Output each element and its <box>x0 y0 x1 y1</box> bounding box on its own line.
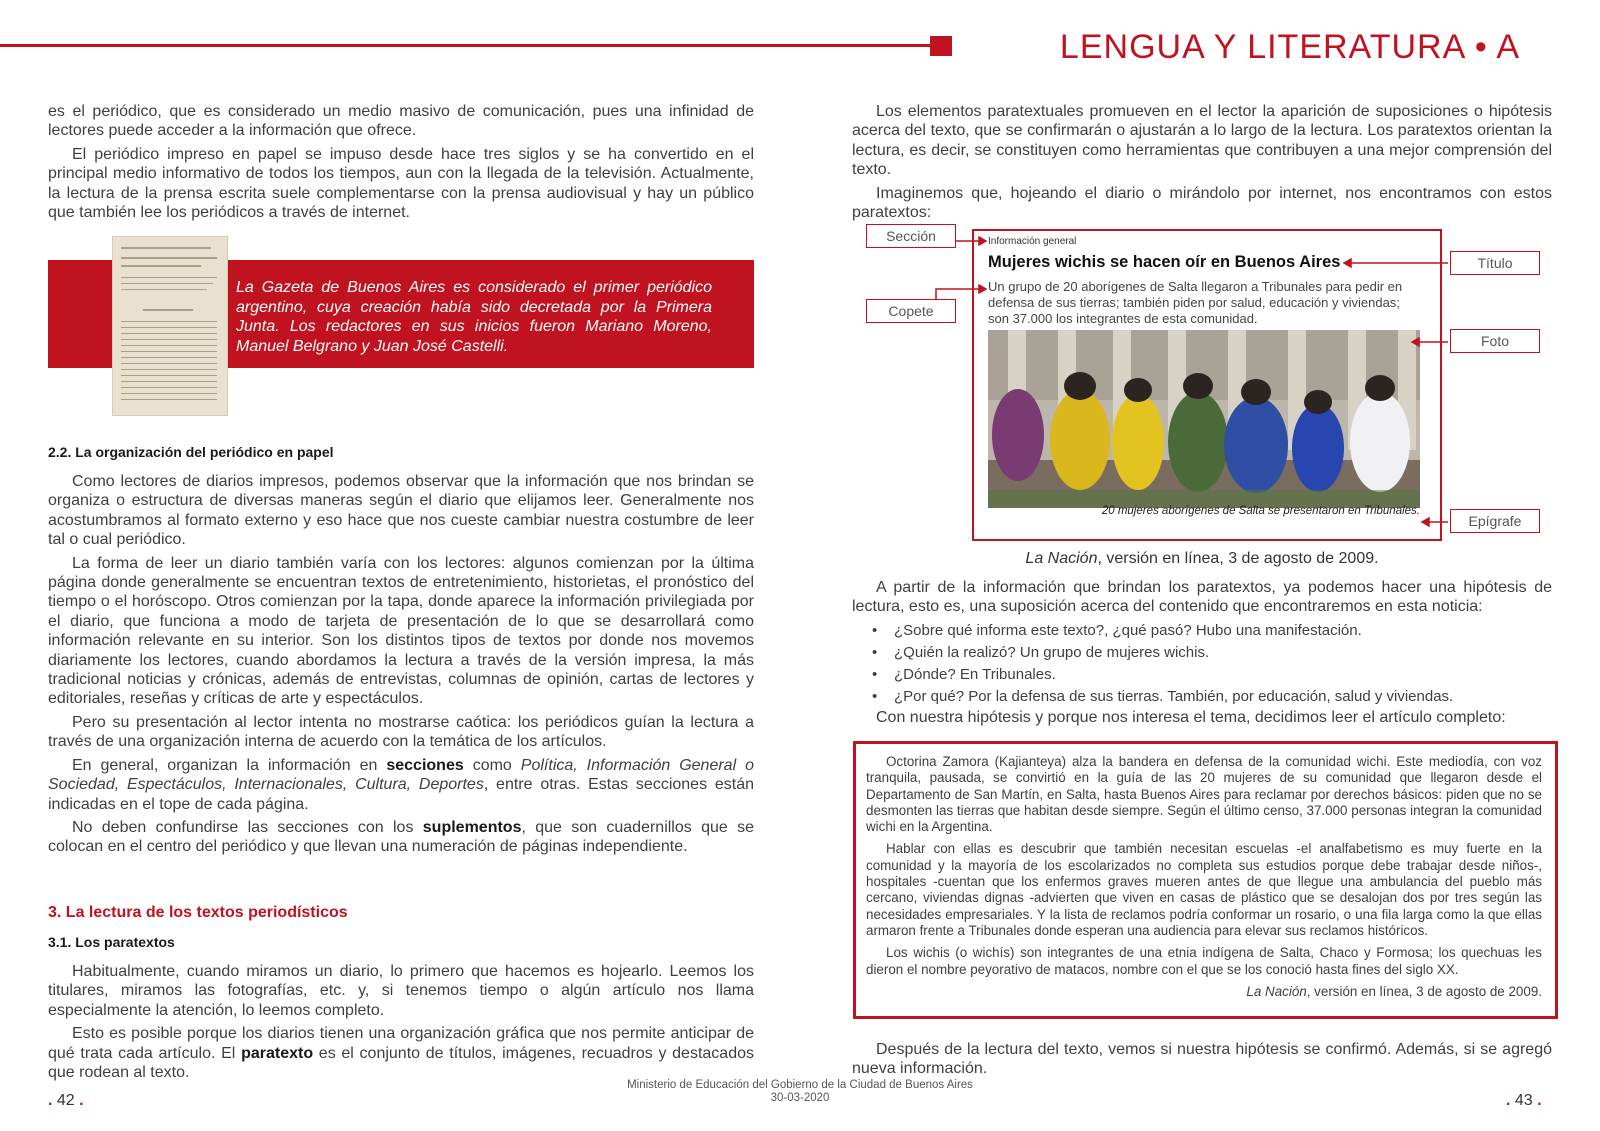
body-paragraph: Con nuestra hipótesis y porque nos interesa el tema, decidimos leer el artículo completo: <box>876 709 1506 726</box>
article-source: La Nación, versión en línea, 3 de agosto de 2009. <box>1246 983 1542 999</box>
gazeta-caption: La Gazeta de Buenos Aires es considerado el primer periódico argentino, cuya creación había sido decretada por la Primera Junta. Los redactores en sus inicios fueron Mariano Moreno, Manuel Belgrano y Juan José Castelli. <box>236 279 712 355</box>
term-paratexto: paratexto <box>241 1044 314 1062</box>
article-text <box>866 754 1542 1000</box>
page-title: LENGUA Y LITERATURA • A <box>1059 28 1520 66</box>
body-paragraph: Esto es posible porque los diarios tienen una organización gráfica que nos permite anticipar de qué trata cada artículo. El paratexto es el conjunto de títulos, imágenes, recuadros y destacados que rodean al texto. <box>48 1025 754 1082</box>
right-hypothesis <box>852 578 1552 621</box>
news-section-label: Información general <box>988 236 1077 247</box>
term-suplementos: suplementos <box>422 818 522 836</box>
intro-paragraph-2: El periódico impreso en papel se impuso desde hace tres siglos y se ha convertido en el principal medio informativo de todos los tiempos, aun con la llegada de la televisión. Actualmente, la lectura de la prensa escrita suele complementarse con la prensa audiovisual y hay un público que también lee los periódicos a través de internet. <box>48 145 754 222</box>
body-paragraph: Como lectores de diarios impresos, podemos observar que la información que nos brindan se organiza o estructura de diversas maneras según el diario que elijamos leer. Generalmente nos acostumbramos al formato externo y eso hace que nos cueste cambiar nuestra costumbre de leer tal o cual periódico. <box>48 473 754 549</box>
hypothesis-list <box>870 620 1530 708</box>
right-lead-in <box>852 708 1552 731</box>
body-paragraph: No deben confundirse las secciones con los suplementos, que son cuadernillos que se colocan en el centro del periódico y que llevan una numeración de páginas independiente. <box>48 818 754 856</box>
term-secciones: secciones <box>386 756 464 774</box>
list-item: • ¿Dónde? En Tribunales. <box>870 664 1530 686</box>
list-item: • ¿Quién la realizó? Un grupo de mujeres wichis. <box>870 642 1530 664</box>
page-number-left: . 42 . <box>48 1092 84 1109</box>
list-item: • ¿Sobre qué informa este texto?, ¿qué pasó? Hubo una manifestación. <box>870 620 1530 642</box>
list-item: • ¿Por qué? Por la defensa de sus tierras. También, por educación, salud y viviendas. <box>870 686 1530 708</box>
footer-ministry: Ministerio de Educación del Gobierno de la Ciudad de Buenos Aires <box>627 1079 973 1091</box>
body-paragraph: Imaginemos que, hojeando el diario o mirándolo por internet, nos encontramos con estos paratextos: <box>852 184 1552 222</box>
label-titulo: Título <box>1450 251 1540 275</box>
footer-date: 30-03-2020 <box>770 1092 830 1104</box>
right-closing <box>852 1040 1552 1083</box>
article-paragraph: Hablar con ellas es descubrir que también necesitan escuelas -el analfabetismo es muy fuerte en la comunidad y la mayoría de los escolarizados no completa sus estudios porque debe trabajar desde niños-, hospitales -cuentan que los enfermos graves mueren antes de que llegue una ambulancia del pueblo más cercano, viviendas dignas -advierten que viven en casas de plástico que se desalojan dos por tres según las necesidades empresariales. Y la lista de reclamos podría conformar un rosario, o una fila larga como la que ellas armaron frente a Tribunales donde esperan una audiencia para elevar sus reclamos históricos. <box>866 841 1542 938</box>
body-paragraph: Habitualmente, cuando miramos un diario, lo primero que hacemos es hojearlo. Leemos los titulares, miramos las fotografías, etc. y, si tenemos tiempo o algún artículo nos llama especialmente la atención, lo leemos completo. <box>48 963 754 1019</box>
news-lead: Un grupo de 20 aborígenes de Salta llegaron a Tribunales para pedir en defensa de sus tierras; también piden por salud, educación y viviendas; son 37.000 los integrantes de esta comunidad. <box>988 279 1403 326</box>
label-epigrafe: Epígrafe <box>1450 509 1540 533</box>
label-seccion: Sección <box>866 224 956 248</box>
body-paragraph: Pero su presentación al lector intenta no mostrarse caótica: los periódicos guían la lectura a través de una organización interna de acuerdo con la temática de los artículos. <box>48 713 754 751</box>
section-heading-3-1: 3.1. Los paratextos <box>48 934 175 950</box>
body-paragraph: En general, organizan la información en secciones como Política, Información General o Sociedad, Espectáculos, Internacionales, Cultura, Deportes, entre otras. Estas secciones están indicadas en el tope de cada página. <box>48 756 754 813</box>
news-source: La Nación, versión en línea, 3 de agosto de 2009. <box>1025 550 1379 567</box>
news-title: Mujeres wichis se hacen oír en Buenos Aires <box>988 253 1341 271</box>
section-heading-2-2: 2.2. La organización del periódico en papel <box>48 444 334 460</box>
article-paragraph: Los wichis (o wichís) son integrantes de una etnia indígena de Salta, Chaco y Formosa; los quechuas les dieron el nombre peyorativo de matacos, nombre con el que se los conoció hasta fines del siglo XX. <box>866 945 1542 977</box>
body-paragraph: A partir de la información que brindan los paratextos, ya podemos hacer una hipótesis de lectura, esto es, una suposición acerca del contenido que encontraremos en esta noticia: <box>852 579 1552 616</box>
section-heading-3: 3. La lectura de los textos periodísticos <box>48 904 348 921</box>
label-foto: Foto <box>1450 329 1540 353</box>
article-paragraph: Octorina Zamora (Kajianteya) alza la bandera en defensa de la comunidad wichi. Este mediodía, con voz tranquila, pausada, se convirtió en la guía de las 20 mujeres de su comunidad que llegaron desde el Departamento de San Martín, en Salta, hasta Buenos Aires para reclamar por derechos básicos: piden que no se desmonten las tierras que habitan desde siempre. Según el último censo, 37.000 personas integran la comunidad wichi en la Argentina. <box>866 754 1542 835</box>
body-paragraph: Los elementos paratextuales promueven en el lector la aparición de suposiciones o hipótesis acerca del texto, que se confirmarán o ajustarán a lo largo de la lectura. Los paratextos orientan la lectura, es decir, se constituyen como herramientas que contribuyen a una mejor comprensión del texto. <box>852 103 1552 179</box>
label-copete: Copete <box>866 299 956 323</box>
news-caption: 20 mujeres aborígenes de Salta se presentaron en Tribunales. <box>1101 505 1420 517</box>
page-number-right: . 43 . <box>1506 1092 1542 1109</box>
footer <box>540 1079 1060 1105</box>
body-paragraph: La forma de leer un diario también varía con los lectores: algunos comienzan por la última página donde generalmente se encuentran textos de entretenimiento, historietas, el pronóstico del tiempo o el horóscopo. Otros comienzan por la tapa, donde aparece la información privilegiada por el diario, que funciona a modo de tarjeta de presentación de lo que se desarrollará como información relevante en su interior. Son los distintos tipos de textos por donde nos movemos diariamente los lectores, cuando abordamos la lectura a través de la versión impresa, la más tradicional noticias y crónicas, además de entrevistas, columnas de opinión, cartas de lectores y editoriales, reseñas y críticas de arte y espectáculos. <box>48 554 754 708</box>
body-paragraph: Después de la lectura del texto, vemos si nuestra hipótesis se confirmó. Además, si se agregó nueva información. <box>852 1041 1552 1078</box>
intro-paragraph-1: es el periódico, que es considerado un medio masivo de comunicación, pues una infinidad de lectores puede acceder a la información que ofrece. <box>48 103 754 140</box>
